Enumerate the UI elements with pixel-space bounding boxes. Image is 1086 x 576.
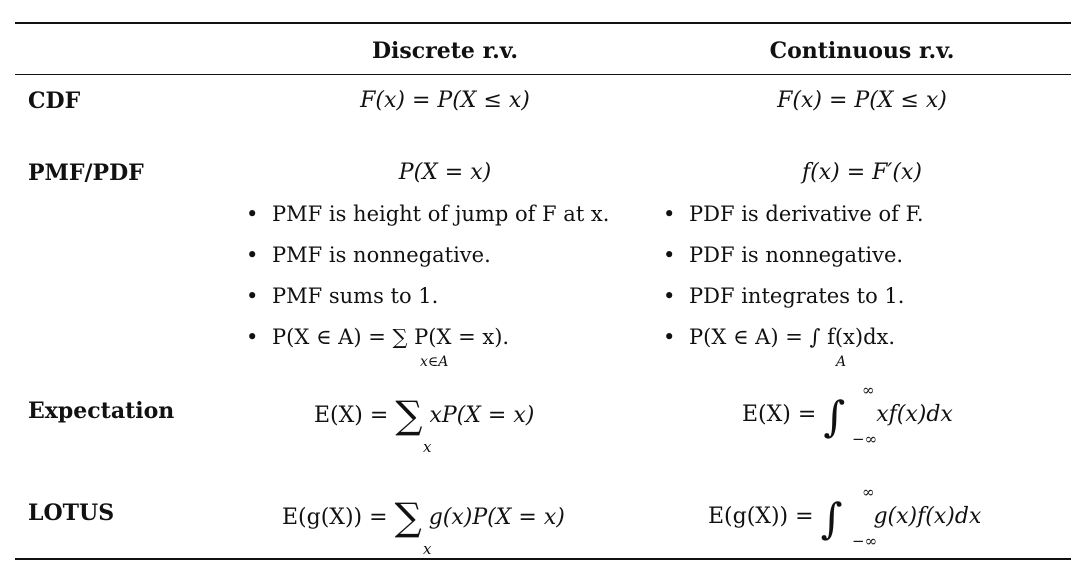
lotus-continuous-lower-limit: −∞ — [852, 532, 878, 550]
expectation-continuous-upper-limit: ∞ — [862, 381, 875, 399]
pdf-bullet-text: PDF is derivative of F. — [689, 202, 924, 226]
lotus-continuous-lhs: E(g(X)) = — [708, 504, 814, 529]
pdf-bullet-text: PDF integrates to 1. — [689, 284, 905, 308]
lotus-discrete-sum-index: x — [423, 540, 432, 558]
bullet-icon: • — [663, 202, 676, 226]
bullet-icon: • — [246, 243, 259, 267]
expectation-continuous-rhs: xf(x)dx — [876, 402, 953, 427]
pmf-bullet-text: PMF sums to 1. — [272, 284, 439, 308]
sum-symbol: ∑ — [395, 393, 423, 437]
bullet-icon: • — [663, 325, 676, 349]
cdf-discrete-formula: F(x) = P(X ≤ x) — [360, 88, 530, 113]
lotus-continuous-upper-limit: ∞ — [862, 483, 875, 501]
lotus-discrete-lhs: E(g(X)) = — [282, 505, 388, 530]
pmf-bullet-text: PMF is height of jump of F at x. — [272, 202, 610, 226]
column-header-discrete: Discrete r.v. — [371, 38, 519, 64]
column-header-continuous: Continuous r.v. — [769, 38, 955, 64]
pdf-bullet-text: PDF is nonnegative. — [689, 243, 904, 267]
bullet-icon: • — [663, 243, 676, 267]
expectation-continuous-lower-limit: −∞ — [852, 430, 878, 448]
lotus-continuous-formula — [708, 494, 982, 543]
table-header-rule — [15, 74, 1071, 75]
bullet-icon: • — [246, 325, 259, 349]
sum-symbol: ∑ — [394, 495, 422, 539]
pmf-bullet-text: P(X ∈ A) = ∑ P(X = x). — [272, 325, 510, 349]
row-label-pmf-pdf: PMF/PDF — [28, 160, 144, 186]
bullet-icon: • — [246, 202, 259, 226]
pdf-formula: f(x) = F′(x) — [802, 160, 922, 185]
bullet-icon: • — [663, 284, 676, 308]
table-bottom-rule — [15, 558, 1071, 560]
pmf-bullet-text: PMF is nonnegative. — [272, 243, 491, 267]
integral-symbol: ∫ — [820, 494, 843, 543]
cdf-continuous-formula: F(x) = P(X ≤ x) — [777, 88, 947, 113]
integral-symbol: ∫ — [823, 392, 846, 441]
expectation-discrete-formula — [314, 393, 535, 437]
row-label-cdf: CDF — [28, 88, 81, 114]
bullet-icon: • — [246, 284, 259, 308]
lotus-discrete-formula — [282, 495, 565, 539]
pmf-formula: P(X = x) — [398, 160, 492, 185]
lotus-continuous-rhs: g(x)f(x)dx — [873, 504, 982, 529]
pdf-bullet-text: P(X ∈ A) = ∫ f(x)dx. — [689, 325, 896, 349]
pmf-sum-subscript: x∈A — [420, 354, 449, 370]
expectation-discrete-sum-index: x — [423, 438, 432, 456]
expectation-discrete-lhs: E(X) = — [314, 403, 389, 428]
pdf-integral-subscript: A — [836, 354, 847, 370]
expectation-continuous-formula — [742, 392, 953, 441]
row-label-expectation: Expectation — [28, 398, 175, 424]
lotus-discrete-rhs: g(x)P(X = x) — [428, 505, 565, 530]
expectation-continuous-lhs: E(X) = — [742, 402, 817, 427]
expectation-discrete-rhs: xP(X = x) — [429, 403, 535, 428]
table-top-rule — [15, 22, 1071, 24]
row-label-lotus: LOTUS — [28, 500, 115, 526]
